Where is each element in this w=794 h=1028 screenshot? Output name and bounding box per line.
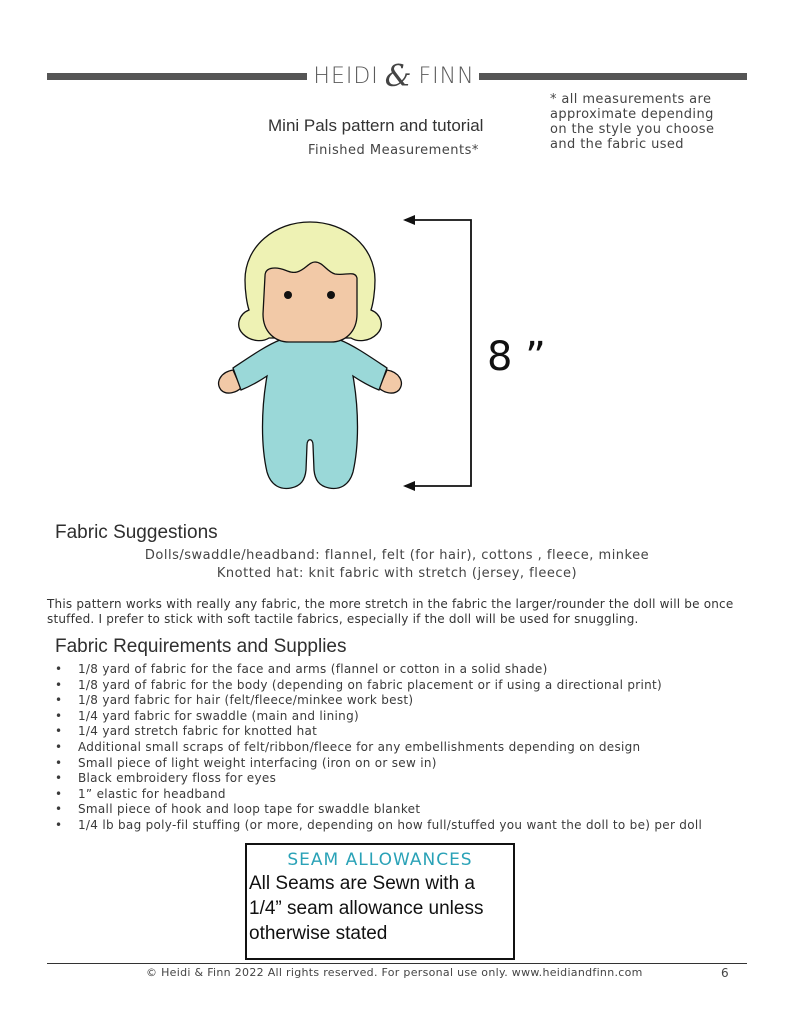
footer-rule	[47, 963, 747, 964]
list-item-text: Small piece of light weight interfacing (iron on or sew in)	[78, 755, 437, 770]
bullet-icon: •	[55, 755, 63, 770]
fabric-suggestions-heading: Fabric Suggestions	[55, 522, 218, 543]
list-item-text: 1/4 yard fabric for swaddle (main and lining)	[78, 708, 359, 723]
requirements-heading: Fabric Requirements and Supplies	[55, 636, 347, 657]
note-line: and the fabric used	[550, 137, 684, 152]
doll-eye-left	[284, 291, 292, 299]
fabric-suggestion-line: Dolls/swaddle/headband: flannel, felt (for hair), cottons , fleece, minkee	[144, 548, 650, 563]
list-item-text: 1/8 yard of fabric for the body (depending on fabric placement or if using a directional print)	[78, 677, 663, 692]
header-rule-left	[47, 73, 307, 80]
seam-allowance-box	[245, 843, 515, 960]
list-item-text: 1/8 yard of fabric for the face and arms (flannel or cotton in a solid shade)	[78, 662, 548, 676]
bullet-icon: •	[55, 802, 63, 817]
bullet-icon: •	[55, 677, 63, 692]
brand-ampersand: &	[384, 58, 413, 94]
list-item-text: Black embroidery floss for eyes	[78, 771, 277, 786]
measurement-note	[550, 92, 750, 152]
bullet-icon: •	[55, 662, 63, 676]
page-subtitle: Finished Measurements*	[308, 143, 479, 158]
seam-allowance-text: All Seams are Sewn with a 1/4” seam allowance unless otherwise stated	[249, 873, 484, 944]
brand-name-left: HEIDI	[313, 63, 379, 89]
list-item	[55, 662, 755, 678]
page-number: 6	[721, 966, 729, 980]
note-line: approximate depending	[550, 107, 714, 122]
brand-name-right: FINN	[418, 63, 475, 89]
fabric-paragraph: This pattern works with really any fabric, the more stretch in the fabric the larger/rounder the doll will be once stuffed. I prefer to stick with soft tactile fabrics, especially if the doll will be used for snuggling.	[47, 597, 734, 626]
doll-eye-right	[327, 291, 335, 299]
seam-allowance-title: SEAM ALLOWANCES	[287, 850, 473, 870]
list-item-text: 1/4 lb bag poly-fil stuffing (or more, depending on how full/stuffed you want the doll to be) per doll	[78, 817, 703, 832]
fabric-suggestion-line: Knotted hat: knit fabric with stretch (jersey, fleece)	[216, 566, 578, 581]
list-item	[55, 678, 755, 694]
list-item-text: 1/4 yard stretch fabric for knotted hat	[78, 724, 318, 739]
bullet-icon: •	[55, 786, 63, 801]
supplies-list	[55, 662, 755, 834]
note-line: * all measurements are	[550, 92, 712, 107]
list-item-text: Small piece of hook and loop tape for swaddle blanket	[78, 802, 421, 817]
arrowhead-bottom	[403, 481, 415, 491]
bullet-icon: •	[55, 817, 63, 832]
list-item-text: Additional small scraps of felt/ribbon/fleece for any embellishments depending on design	[78, 739, 641, 754]
list-item	[55, 724, 755, 740]
list-item	[55, 693, 755, 709]
list-item	[55, 802, 755, 818]
brand-logo	[312, 58, 476, 94]
doll-illustration	[205, 210, 546, 500]
footer-copyright: © Heidi & Finn 2022 All rights reserved. For personal use only. www.heidiandfinn.com	[146, 966, 643, 979]
list-item	[55, 818, 755, 834]
bullet-icon: •	[55, 708, 63, 723]
list-item	[55, 709, 755, 725]
measurement-bracket	[405, 220, 471, 486]
doll-face	[263, 262, 357, 342]
list-item-text: 1/8 yard fabric for hair (felt/fleece/minkee work best)	[78, 693, 414, 708]
list-item	[55, 787, 755, 803]
bullet-icon: •	[55, 724, 63, 739]
note-line: on the style you choose	[550, 122, 715, 137]
list-item	[55, 771, 755, 787]
doll-body	[233, 340, 387, 488]
list-item	[55, 740, 755, 756]
header-rule-right	[479, 73, 747, 80]
bullet-icon: •	[55, 771, 63, 786]
arrowhead-top	[403, 215, 415, 225]
height-label: 8 ”	[487, 334, 546, 380]
bullet-icon: •	[55, 739, 63, 754]
list-item	[55, 756, 755, 772]
list-item-text: 1” elastic for headband	[78, 786, 226, 801]
page-title: Mini Pals pattern and tutorial	[268, 116, 484, 135]
bullet-icon: •	[55, 693, 63, 708]
